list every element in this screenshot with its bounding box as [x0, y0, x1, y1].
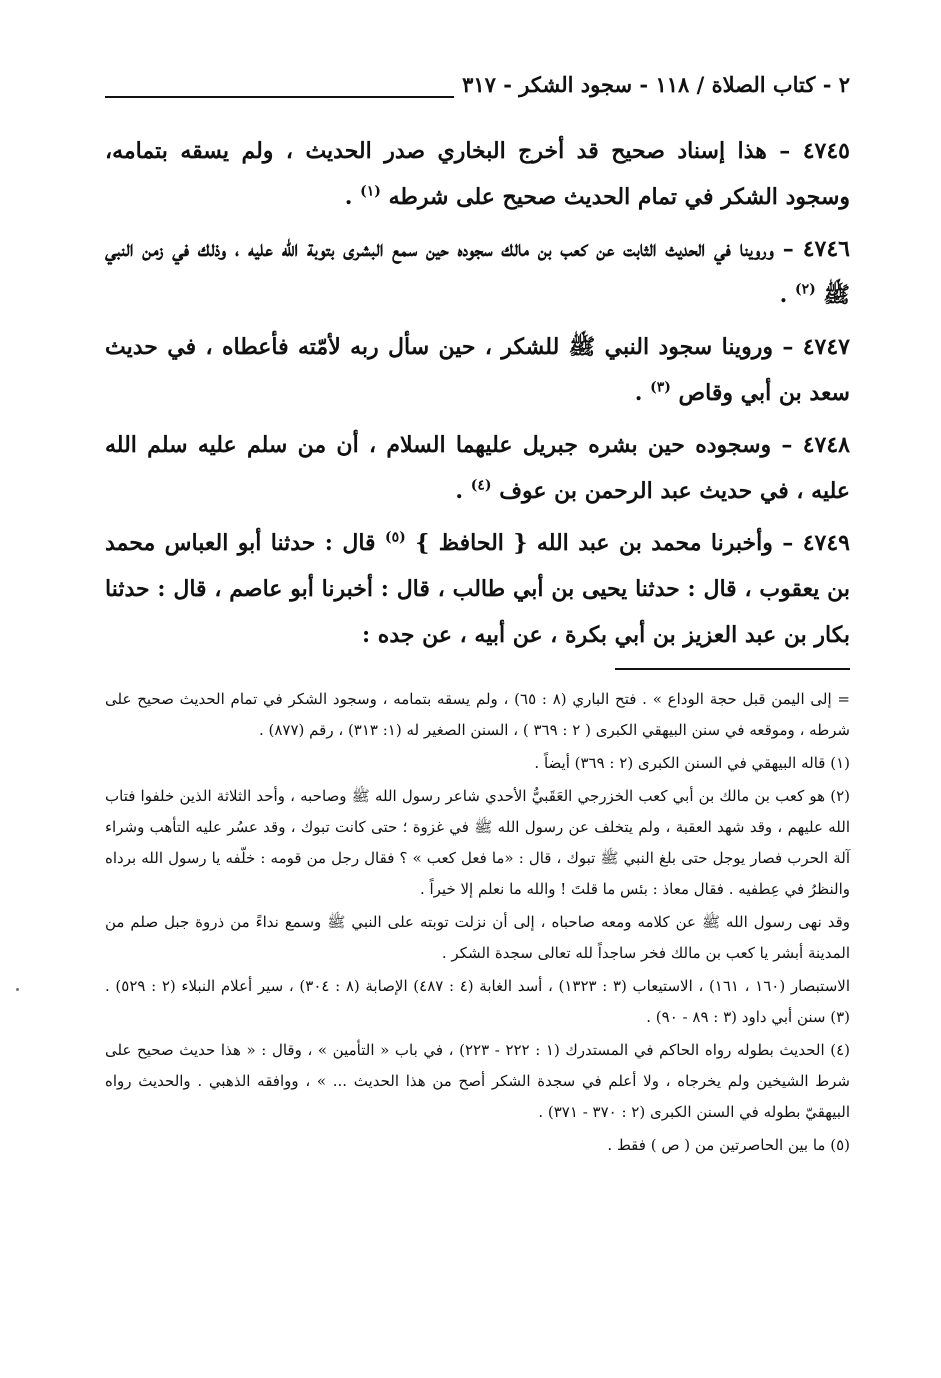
- footnote-2-sources-and-3: الاستبصار (١٦٠ ، ١٦١) ، الاستيعاب (٣ : ١٣٢٣) ، أسد الغابة (٤ : ٤٨٧) الإصابة (٨ : ٣٠٤) ، سير أعلام النبلاء (٢ : ٥٢٩) . (٣) سنن أبي داود (٣ : ٨٩ - ٩٠) .: [105, 977, 850, 1026]
- paragraph-text: – وأخبرنا محمد بن عبد الله { الحافظ }: [415, 530, 794, 556]
- footnote-4: (٤) الحديث بطوله رواه الحاكم في المستدرك (١ : ٢٢٢ - ٢٢٣) ، في باب « التأمين » ، وقال : « هذا حديث صحيح على شرط الشيخين ولم يخرجاه ، ولا أعلم في سجدة الشكر أصح من هذا الحديث ... » ، ووافقه الذهبي . والحديث رواه البيهقيّ بطوله في السنن الكبرى (٢ : ٣٧٠ - ٣٧١) .: [105, 1041, 850, 1121]
- paragraph-end: .: [634, 380, 651, 406]
- hadith-number: ٤٧٤٨: [802, 432, 850, 458]
- scan-speck: [16, 988, 19, 991]
- paragraph-4748: [105, 422, 850, 514]
- paragraph-4747: [105, 324, 850, 416]
- paragraph-text: – وروينا في الحديث الثابت عن كعب بن مالك سجوده حين سمع البشرى بتوبة الله عليه ، وذلك في زمن النبي ﷺ: [105, 236, 850, 308]
- paragraph-end: .: [344, 184, 361, 210]
- footnote-ref: (١): [360, 183, 381, 200]
- paragraph-end: قال : حدثنا أبو العباس محمد بن يعقوب ، قال : حدثنا يحيى بن أبي طالب ، قال : أخبرنا أبو عاصم ، قال : حدثنا بكار بن عبد العزيز بن أبي بكرة ، عن أبيه ، عن جده :: [105, 530, 850, 648]
- page-header: [105, 70, 850, 104]
- footnote-ref: (٤): [470, 477, 492, 494]
- paragraph-end: .: [779, 282, 795, 308]
- paragraph-4746: [105, 226, 850, 318]
- paragraph-end: .: [455, 478, 471, 504]
- paragraph-text: – هذا إسناد صحيح قد أخرج البخاري صدر الحديث ، ولم يسقه بتمامه، وسجود الشكر في تمام الحديث صحيح على شرطه: [105, 138, 850, 210]
- footnotes: [105, 684, 850, 1163]
- footnote-2: (٢) هو كعب بن مالك بن أبي كعب الخزرجي العَقَبيُّ الأحدي شاعر رسول الله ﷺ وصاحبه ، وأحد الثلاثة الذين خلفوا فتاب الله عليهم ، وقد شهد العقبة ، ولم يتخلف عن رسول الله ﷺ في غزوة ؛ حتى كانت تبوك ، وقد عسُر عليه التأهب وشراء آلة الحرب فصار يوجل حتى بلغ النبي ﷺ تبوك ، قال : «ما فعل كعب » ؟ فقال رجل من قومه : خلّفه يا رسول الله برداه والنظرُ في عِطفيه . فقال معاذ : بئس ما قلتَ ! والله ما نعلم إلا خيراً .: [105, 787, 850, 898]
- footnote-2-continued: وقد نهى رسول الله ﷺ عن كلامه ومعه صاحباه ، إلى أن نزلت توبته على النبي ﷺ وسمع نداءً من ذروة جبل صلم من المدينة أبشر يا كعب بن مالك فخر ساجداً لله تعالى سجدة الشكر .: [105, 913, 850, 962]
- footnote-continuation: = إلى اليمن قبل حجة الوداع » . فتح الباري (٨ : ٦٥) ، ولم يسقه بتمامه ، وسجود الشكر في تمام الحديث صحيح على شرطه ، وموقعه في سنن البيهقي الكبرى ( ٢ : ٣٦٩ ) ، السنن الصغير له (١: ٣١٣) ، رقم (٨٧٧) .: [105, 690, 850, 739]
- hadith-number: ٤٧٤٦: [802, 236, 850, 262]
- footnote-ref: (٢): [794, 281, 816, 298]
- hadith-number: ٤٧٤٩: [802, 530, 850, 556]
- paragraph-text: – وروينا سجود النبي ﷺ للشكر ، حين سأل ربه لأمّته فأعطاه ، في حديث سعد بن أبي وقاص: [105, 334, 850, 406]
- paragraph-4745: [105, 128, 850, 220]
- footnote-5: (٥) ما بين الحاصرتين من ( ص ) فقط .: [607, 1136, 850, 1154]
- paragraph-text: – وسجوده حين بشره جبريل عليهما السلام ، أن من سلم عليه سلم الله عليه ، في حديث عبد الرحمن بن عوف: [105, 432, 850, 504]
- footnote-1: (١) قاله البيهقي في السنن الكبرى (٢ : ٣٦٩) أيضاً .: [534, 754, 850, 772]
- footnote-ref: (٣): [650, 379, 671, 396]
- footnote-separator: [615, 668, 850, 670]
- main-text: [105, 128, 850, 664]
- footnote-ref: (٥): [384, 529, 406, 546]
- hadith-number: ٤٧٤٧: [802, 334, 850, 360]
- paragraph-4749: [105, 520, 850, 658]
- hadith-number: ٤٧٤٥: [802, 138, 850, 164]
- running-title: ٢ - كتاب الصلاة / ١١٨ - سجود الشكر - ٣١٧: [454, 70, 850, 100]
